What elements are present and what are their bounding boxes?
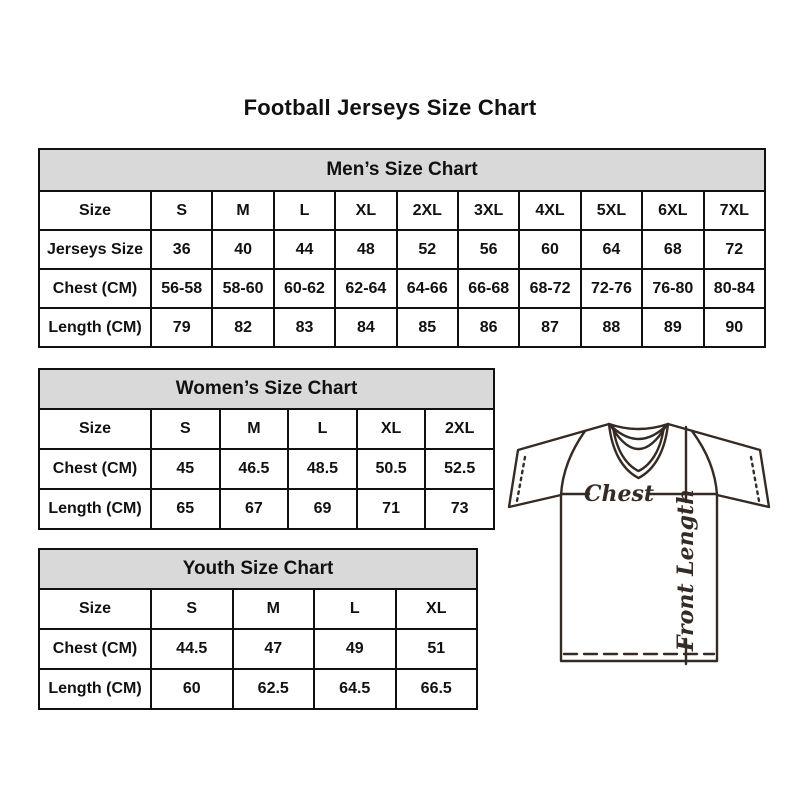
size-cell: 64.5 [314, 669, 396, 709]
size-cell: L [314, 589, 396, 629]
table-row [39, 489, 494, 529]
section-header: Men’s Size Chart [39, 149, 765, 191]
size-cell: 51 [396, 629, 478, 669]
size-cell: 83 [274, 308, 335, 347]
size-cell: 68-72 [519, 269, 580, 308]
size-cell: 89 [642, 308, 703, 347]
jersey-measurement-diagram [505, 412, 771, 668]
size-cell: 47 [233, 629, 315, 669]
page-title: Football Jerseys Size Chart [243, 95, 537, 120]
size-cell: 66-68 [458, 269, 519, 308]
size-cell: 44.5 [151, 629, 233, 669]
size-cell: 65 [151, 489, 220, 529]
size-cell: 62.5 [233, 669, 315, 709]
size-cell: 66.5 [396, 669, 478, 709]
size-cell: L [288, 409, 357, 449]
size-cell: S [151, 409, 220, 449]
row-label: Length (CM) [39, 308, 151, 347]
row-label: Size [39, 589, 151, 629]
size-cell: 64 [581, 230, 642, 269]
size-cell: S [151, 589, 233, 629]
size-cell: 73 [425, 489, 494, 529]
table-row [39, 589, 477, 629]
size-cell: 40 [212, 230, 273, 269]
size-cell: 48 [335, 230, 396, 269]
size-cell: 46.5 [220, 449, 289, 489]
size-cell: 86 [458, 308, 519, 347]
table-row [39, 449, 494, 489]
section-header-row [39, 149, 765, 191]
size-cell: 52.5 [425, 449, 494, 489]
size-cell: L [274, 191, 335, 230]
size-cell: 36 [151, 230, 212, 269]
size-cell: 84 [335, 308, 396, 347]
row-label: Size [39, 409, 151, 449]
table-row [39, 269, 765, 308]
table-row [39, 230, 765, 269]
section-header: Women’s Size Chart [39, 369, 494, 409]
size-cell: 2XL [397, 191, 458, 230]
row-label: Chest (CM) [39, 449, 151, 489]
row-label: Jerseys Size [39, 230, 151, 269]
size-cell: 56-58 [151, 269, 212, 308]
size-cell: 3XL [458, 191, 519, 230]
size-cell: XL [357, 409, 426, 449]
size-cell: XL [335, 191, 396, 230]
size-cell: 2XL [425, 409, 494, 449]
size-cell: 72-76 [581, 269, 642, 308]
row-label: Length (CM) [39, 489, 151, 529]
jersey-outline [509, 424, 769, 661]
size-cell: 49 [314, 629, 396, 669]
size-cell: 71 [357, 489, 426, 529]
youth-size-table [38, 548, 478, 710]
table-row [39, 629, 477, 669]
size-cell: 87 [519, 308, 580, 347]
size-cell: 44 [274, 230, 335, 269]
row-label: Length (CM) [39, 669, 151, 709]
size-cell: 60-62 [274, 269, 335, 308]
table-row [39, 409, 494, 449]
size-cell: 60 [519, 230, 580, 269]
jersey-diagram-svg [505, 412, 771, 668]
size-cell: 85 [397, 308, 458, 347]
size-cell: 58-60 [212, 269, 273, 308]
size-cell: 5XL [581, 191, 642, 230]
womens-size-table [38, 368, 495, 530]
table-row [39, 669, 477, 709]
section-header-row [39, 549, 477, 589]
size-cell: 76-80 [642, 269, 703, 308]
size-cell: 62-64 [335, 269, 396, 308]
size-cell: 4XL [519, 191, 580, 230]
size-cell: 82 [212, 308, 273, 347]
size-cell: 68 [642, 230, 703, 269]
size-cell: 7XL [704, 191, 765, 230]
size-cell: 67 [220, 489, 289, 529]
size-cell: M [233, 589, 315, 629]
size-cell: 52 [397, 230, 458, 269]
row-label: Chest (CM) [39, 629, 151, 669]
size-cell: 90 [704, 308, 765, 347]
table-row [39, 191, 765, 230]
size-cell: 69 [288, 489, 357, 529]
size-cell: 6XL [642, 191, 703, 230]
size-cell: S [151, 191, 212, 230]
size-cell: M [220, 409, 289, 449]
size-cell: 48.5 [288, 449, 357, 489]
row-label: Size [39, 191, 151, 230]
size-cell: 88 [581, 308, 642, 347]
size-cell: 64-66 [397, 269, 458, 308]
table-row [39, 308, 765, 347]
size-cell: 50.5 [357, 449, 426, 489]
size-cell: 45 [151, 449, 220, 489]
size-cell: 80-84 [704, 269, 765, 308]
size-cell: 56 [458, 230, 519, 269]
row-label: Chest (CM) [39, 269, 151, 308]
front-length-label: Front Length [673, 488, 699, 652]
section-header-row [39, 369, 494, 409]
size-cell: M [212, 191, 273, 230]
size-cell: 60 [151, 669, 233, 709]
size-cell: 72 [704, 230, 765, 269]
chest-label: Chest [583, 481, 655, 507]
section-header: Youth Size Chart [39, 549, 477, 589]
size-cell: 79 [151, 308, 212, 347]
size-cell: XL [396, 589, 478, 629]
mens-size-table [38, 148, 766, 348]
